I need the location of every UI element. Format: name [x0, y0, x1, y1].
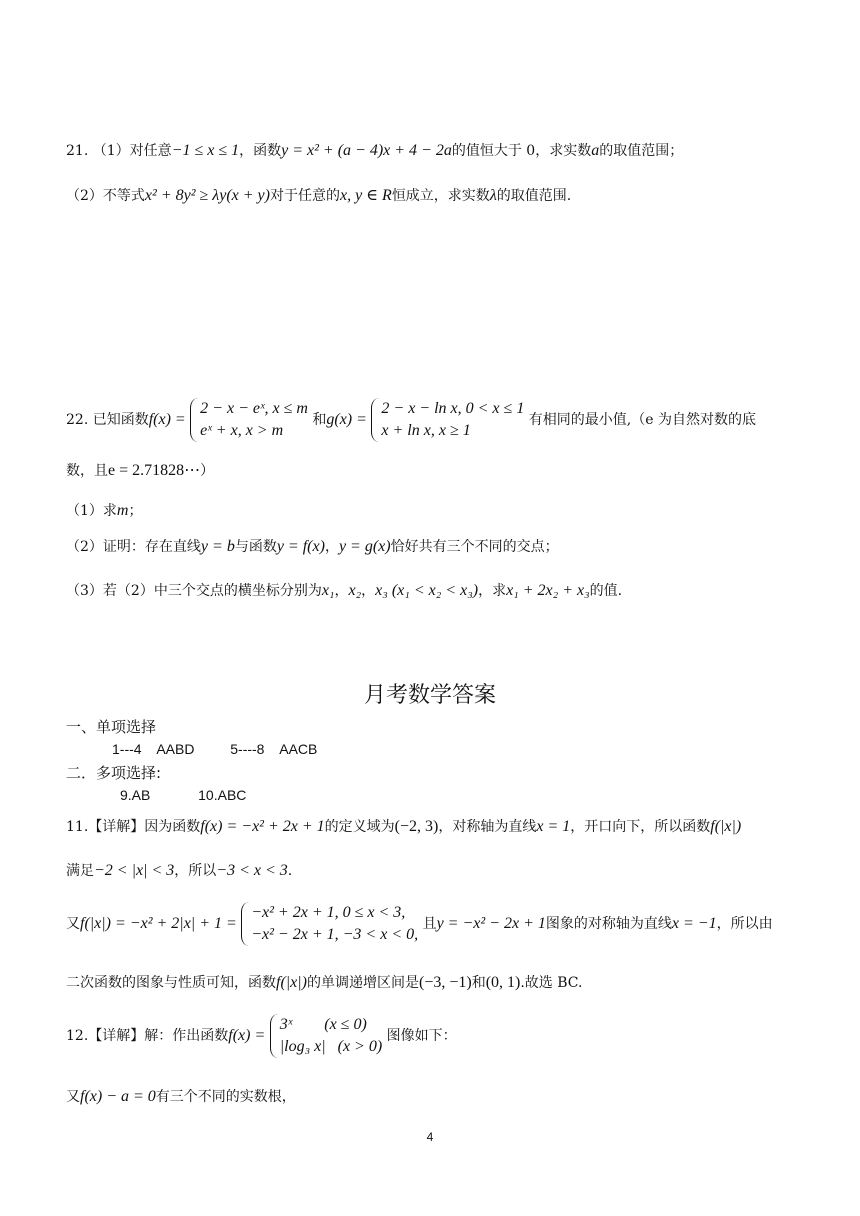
- answer-12-line2: 又f(x) − a = 0有三个不同的实数根，: [66, 1088, 296, 1105]
- page-number: 4: [426, 1130, 434, 1144]
- answer-11-line1: 11.【详解】因为函数f(x) = −x² + 2x + 1的定义域为(−2, 3)，对称轴为直线x = 1，开口向下，所以函数f(|x|): [66, 818, 742, 835]
- answers-title: 月考数学答案: [363, 683, 496, 708]
- answer-12-piecewise: 3ˣ (x ≤ 0) |log₃ x| (x > 0): [270, 1014, 382, 1058]
- q22-sub2: （2）证明：存在直线y = b与函数y = f(x)，y = g(x)恰好共有三个不同的交点；: [66, 538, 559, 555]
- q21-part1: 21. （1）对任意−1 ≤ x ≤ 1，函数y = x² + (a − 4)x + 4 − 2a的值恒大于 0，求实数a的取值范围；: [66, 142, 684, 159]
- q22-number: 22.: [66, 412, 89, 428]
- q21-number: 21.: [66, 143, 89, 159]
- q21-part2: （2）不等式x² + 8y² ≥ λy(x + y)对于任意的x, y ∈ R恒成立，求实数λ的取值范围.: [66, 187, 572, 204]
- q22-g-piecewise: 2 − x − ln x, 0 < x ≤ 1 x + ln x, x ≥ 1: [371, 398, 524, 442]
- section-multi-choice: 二．多项选择:: [66, 764, 162, 782]
- q22-sub1: （1）求m；: [66, 502, 143, 519]
- answer-11-line4: 二次函数的图象与性质可知，函数f(|x|)的单调递增区间是(−3, −1)和(0, 1).故选 BC.: [66, 974, 583, 991]
- q22-f-lhs: f(x) =: [148, 411, 186, 428]
- q22-g-lhs: g(x) =: [326, 411, 367, 428]
- q22-statement: 22. 已知函数f(x) = 2 − x − eˣ, x ≤ m eˣ + x, x > m 和g(x) = 2 − x − ln x, 0 < x ≤ 1 x + ln x, x ≥ 1 有相同的最小值,（e 为自然对数的底: [66, 396, 800, 446]
- q22-f-piecewise: 2 − x − eˣ, x ≤ m eˣ + x, x > m: [190, 398, 308, 442]
- single-choice-answers: 1---4 AABD 5----8 AACB: [112, 741, 318, 757]
- q22-line2: 数，且e = 2.71828⋯）: [66, 462, 215, 479]
- q21-condition: −1 ≤ x ≤ 1: [171, 142, 240, 159]
- answer-12-line1: 12.【详解】解：作出函数f(x) = 3ˣ (x ≤ 0) |log₃ x| (x > 0) 图像如下：: [66, 1012, 800, 1062]
- q21-function: y = x² + (a − 4)x + 4 − 2a: [281, 142, 452, 159]
- q22-sub3: （3）若（2）中三个交点的横坐标分别为x₁，x₂，x₃ (x₁ < x₂ < x₃)，求x₁ + 2x₂ + x₃的值.: [66, 582, 623, 599]
- q21-inequality: x² + 8y² ≥ λy(x + y): [144, 187, 270, 204]
- answer-11-line2: 满足−2 < |x| < 3，所以−3 < x < 3.: [66, 862, 293, 879]
- section-single-choice: 一、单项选择: [66, 718, 157, 736]
- answer-11-line3: 又f(|x|) = −x² + 2|x| + 1 = −x² + 2x + 1, 0 ≤ x < 3, −x² − 2x + 1, −3 < x < 0, 且y = −x² − 2x + 1图象的对称轴为直线x = −1，所以由: [66, 900, 800, 950]
- multi-choice-answers: 9.AB 10.ABC: [120, 787, 247, 803]
- answer-11-piecewise: −x² + 2x + 1, 0 ≤ x < 3, −x² − 2x + 1, −3 < x < 0,: [241, 902, 418, 946]
